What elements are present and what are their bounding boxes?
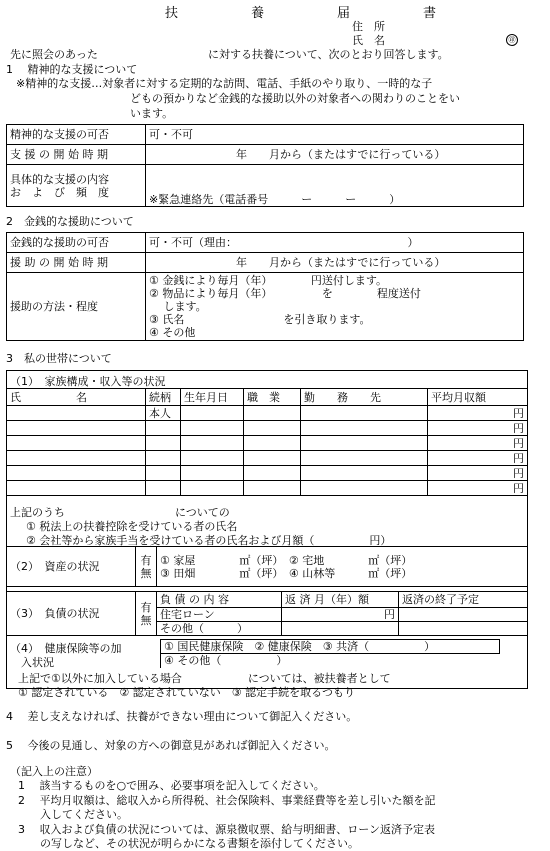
ins-label2: 入状況	[10, 656, 54, 669]
assets-label: （2） 資産の状況	[7, 547, 136, 587]
sec1-label-availability: 精神的な支援の可否	[7, 125, 146, 145]
table-row[interactable]: 住宅ローン 円	[7, 608, 528, 622]
sec4-text: 4 差し支えなければ、扶養ができない理由について御記入ください。	[6, 710, 358, 723]
table-row[interactable]: その他（ ）	[7, 622, 528, 636]
address-label: 住 所	[352, 20, 385, 33]
note-3b: の写しなど、その状況が明らかになる書類を添付してください。	[18, 837, 359, 850]
intro-right: に対する扶養について、次のとおり回答します。	[208, 48, 449, 61]
sec2-value-availability[interactable]: 可・不可（理由： ）	[146, 233, 524, 253]
ins-options1[interactable]: ① 国民健康保険 ② 健康保険 ③ 共済（ ）	[161, 640, 500, 654]
below-line3: ② 会社等から家族手当を受けている者の氏名および月額（ 円）	[26, 534, 392, 547]
col-birth: 生年月日	[181, 389, 244, 406]
intro-left: 先に照会のあった	[10, 48, 98, 61]
sec1-note-line2: どもの預かりなど金銭的な援助以外の対象者への関わりのことをい	[130, 92, 460, 105]
document-title: 扶 養 届 書	[165, 6, 467, 21]
family-table	[6, 388, 528, 496]
sec2-value-method[interactable]: ① 金銭により毎月（年） 円送付します。 ② 物品により毎月（年） を 程度送付 します。 ③ 氏名 を引き取ります。 ④ その他	[146, 273, 524, 341]
below-line1a: 上記のうち	[10, 506, 65, 519]
sec2-label-availability: 金銭的な援助の可否	[7, 233, 146, 253]
sec1-value-availability[interactable]: 可・不可	[146, 125, 524, 145]
sec1-table	[6, 124, 524, 207]
note-2a: 2 平均月収額は、総収入から所得税、社会保険料、事業経費等を差し引いた額を記	[18, 794, 436, 807]
sec1-value-detail[interactable]: ※緊急連絡先（電話番号 ー ー ）	[146, 165, 524, 207]
note-2b: 入してください。	[18, 808, 128, 821]
assets-values[interactable]: ① 家屋 ㎡（坪） ② 宅地 ㎡（坪） ③ 田畑 ㎡（坪） ④ 山林等 ㎡（坪）	[157, 547, 528, 587]
sec2-heading: 2 金銭的な援助について	[6, 215, 134, 228]
ins-table	[160, 639, 500, 668]
debt-table	[6, 591, 528, 636]
note-3a: 3 収入および負債の状況については、源泉徴収票、給与明細書、ローン返済予定表	[18, 823, 436, 836]
col-relation: 続柄	[146, 389, 181, 406]
notes-title: （記入上の注意）	[10, 765, 98, 778]
sec2-label-method: 援助の方法・程度	[7, 273, 146, 341]
sec1-note-line1: ※精神的な支援…対象者に対する定期的な訪問、電話、手紙のやり取り、一時的な子	[16, 77, 433, 90]
col-job: 職 業	[244, 389, 301, 406]
sec1-label-start: 支 援 の 開 始 時 期	[7, 145, 146, 165]
ins-options2[interactable]: ④ その他（ ）	[161, 654, 500, 668]
col-name: 氏 名	[7, 389, 146, 406]
table-row[interactable]: 円	[7, 436, 528, 451]
sec3-heading: 3 私の世帯について	[6, 352, 112, 365]
table-row[interactable]: 円	[7, 451, 528, 466]
below-line2: ① 税法上の扶養控除を受けている者の氏名	[26, 520, 238, 533]
col-income: 平均月収額	[428, 389, 528, 406]
seal-icon: ㊞	[506, 32, 518, 46]
sec5-text: 5 今後の見通し、対象の方への御意見があれば御記入ください。	[6, 739, 336, 752]
col-work: 勤 務 先	[301, 389, 428, 406]
sec1-heading: 1 精神的な支援について	[6, 63, 138, 76]
note-1: 1 該当するものを○で囲み、必要事項を記入してください。	[18, 779, 325, 792]
table-row[interactable]: 円	[7, 481, 528, 496]
table-row[interactable]: 円	[7, 466, 528, 481]
assets-table	[6, 546, 528, 587]
debt-col-repay: 返 済 月（年）額	[282, 592, 399, 608]
family-title: （1） 家族構成・収入等の状況	[10, 375, 166, 388]
below-line1b: についての	[175, 506, 230, 519]
debt-yesno[interactable]: 有 無	[136, 592, 157, 636]
debt-label: （3） 負債の状況	[7, 592, 136, 636]
ins-label1: （4） 健康保険等の加	[10, 642, 122, 655]
debt-col-content: 負 債 の 内 容	[157, 592, 282, 608]
assets-yesno[interactable]: 有 無	[136, 547, 157, 587]
sec2-value-start[interactable]: 年 月から（またはすでに行っている）	[146, 253, 524, 273]
ins-below1: 上記で①以外に加入している場合 については、被扶養者として	[18, 672, 391, 685]
sec2-label-start: 援 助 の 開 始 時 期	[7, 253, 146, 273]
name-label: 氏 名	[352, 34, 385, 47]
debt-col-end: 返済の終了予定	[399, 592, 528, 608]
table-row[interactable]: 円	[7, 421, 528, 436]
sec2-table	[6, 232, 524, 341]
table-row[interactable]: 本人 円	[7, 406, 528, 421]
ins-below2: ① 認定されている ② 認定されていない ③ 認定手続を取るつもり	[18, 686, 355, 699]
sec1-label-detail: 具体的な支援の内容 お よ び 頻 度	[7, 165, 146, 207]
sec1-note-line3: います。	[130, 107, 174, 120]
sec1-value-start[interactable]: 年 月から（またはすでに行っている）	[146, 145, 524, 165]
